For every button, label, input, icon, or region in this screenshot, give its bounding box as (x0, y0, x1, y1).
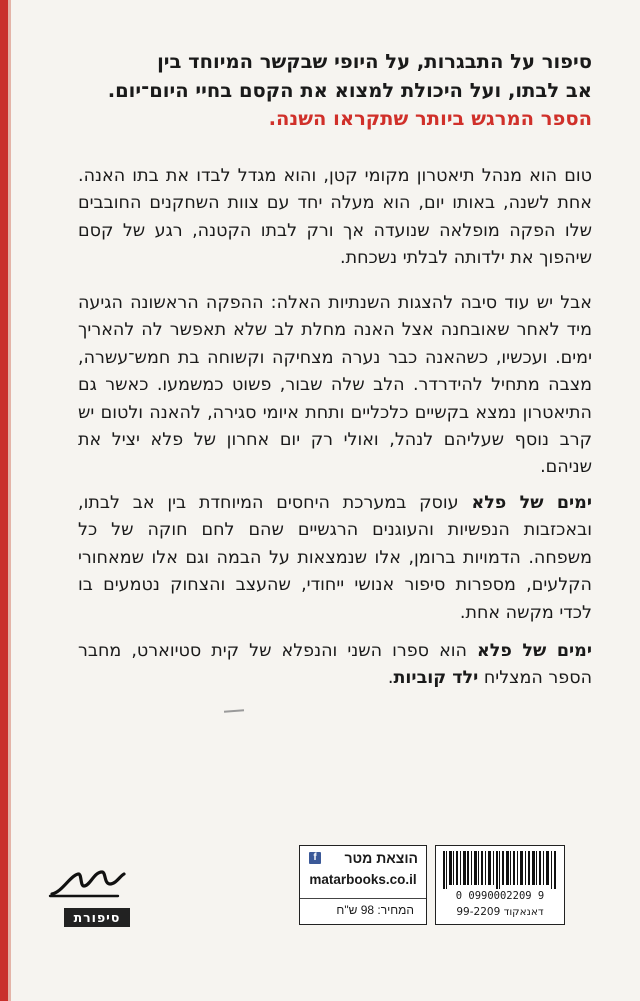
barcode-icon (443, 851, 557, 889)
publisher-box (299, 845, 427, 925)
price: המחיר: 98 ש"ח (336, 903, 414, 917)
synopsis-paragraph-2 (78, 290, 592, 482)
barcode-number: 0 0990002209 9 (455, 890, 545, 902)
previous-book-title: ילד קוביות (393, 668, 479, 689)
paragraph-2-text: אבל יש עוד סיבה להצגות השנתיות האלה: ההפקה הראשונה הגיעה מיד לאחר שאובחנה אצל האנה מחלת לב שלא תאפשר לה להאריך ימים. ועכשיו, כשהאנה כבר נערה מצחיקה וקשוחה בת חמש־עשרה, מצבה מתחיל להידרדר. הלב שלה שבור, פשוט כמשמעו. כאשר גם התיאטרון נמצא בקשיים כלכליים ותחת איומי סגירה, להאנה ולטום יש קרב נוסף שעליהם לנהל, ואולי רק יום אחרון של פלא יציל את שניהם. (78, 293, 592, 478)
facebook-icon: f (309, 852, 321, 864)
book-title-bold: ימים של פלא (477, 641, 592, 661)
publisher-logo (48, 866, 126, 900)
divider (300, 898, 426, 899)
synopsis-paragraph-3 (78, 490, 592, 627)
genre-label: סיפורת (64, 908, 130, 927)
catalog-number: דאנאקוד 99-2209 (456, 906, 544, 918)
book-title-bold: ימים של פלא (471, 493, 592, 513)
synopsis-paragraph-1 (78, 163, 592, 273)
author-paragraph (78, 638, 592, 693)
intro-line-1: סיפור על התבגרות, על היופי שבקשר המיוחד בין (157, 50, 592, 73)
intro-line-2: אב לבתו, ועל היכולת למצוא את הקסם בחיי היום־יום. (107, 78, 592, 102)
barcode-box (435, 845, 565, 925)
author-text: הוא ספרו השני והנפלא של קית סטיוארט, מחבר הספר המצליח (78, 641, 592, 689)
publisher-url: matarbooks.co.il (309, 872, 417, 887)
spine-edge (0, 0, 8, 1001)
paragraph-1-text: טום הוא מנהל תיאטרון מקומי קטן, והוא מגדל לבדו את בתו האנה. אחת לשנה, באותו יום, הוא מעלה יחד עם צוות השחקנים החובבים שלו הפקה מופלאה שנועדה אך ורק לבתו הקטנה, רגע של קסם שיהפוך את ילדותה לבלתי נשכחת. (78, 166, 592, 269)
intro-blurb (78, 48, 592, 134)
publisher-name: הוצאת מטר (344, 850, 418, 866)
intro-tagline: הספר המרגש ביותר שתקראו השנה. (268, 107, 592, 130)
paragraph-3-text: עוסק במערכת היחסים המיוחדת בין אב לבתו, ובאכזבות הנפשיות והעוגנים הרגשיים שהם לחם חוקה של כל משפחה. הדמויות ברומן, אלו שנמצאות על הבמה וגם אלו שמאחורי הקלעים, מספרות סיפור אנושי ייחודי, שהעצב והצחוק נטמעים בו לכדי מקשה אחת. (78, 493, 592, 623)
author-text-end: . (387, 668, 394, 689)
